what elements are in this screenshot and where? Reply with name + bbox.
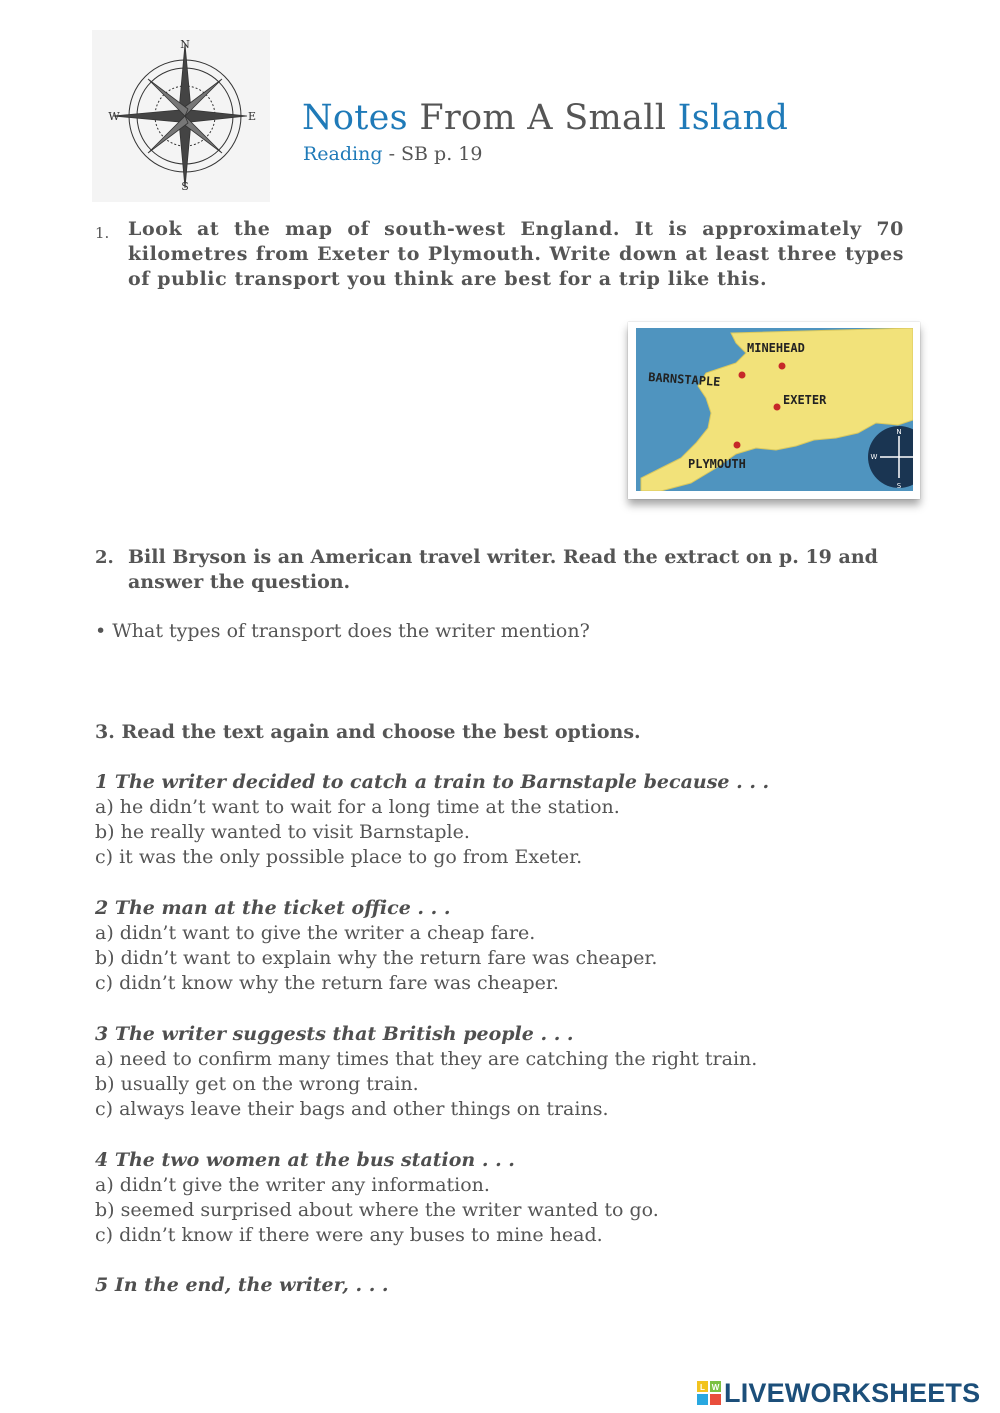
svg-text:L: L (700, 1383, 705, 1392)
item-2-option-a: a) didn’t want to give the writer a cheap fare. (95, 922, 536, 944)
item-1-option-c: c) it was the only possible place to go from Exeter. (95, 846, 583, 868)
map-label-plymouth: PLYMOUTH (688, 457, 746, 471)
map-label-exeter: EXETER (783, 393, 827, 407)
south-west-england-map (628, 322, 920, 499)
svg-text:W: W (870, 453, 878, 461)
question-2-text: Bill Bryson is an American travel writer. Read the extract on p. 19 and answer the question. (128, 546, 878, 593)
question-1-number: 1. (95, 224, 110, 242)
compass-s-label: S (181, 180, 189, 193)
compass-n-label: N (180, 38, 190, 51)
question-1-text: Look at the map of south-west England. It is approximately 70 kilometres from Exeter to Plymouth. Write down at least three types of public transport you think are best for a trip like this. (128, 218, 904, 290)
item-1-head: 1 The writer decided to catch a train to Barnstaple because . . . (95, 771, 770, 793)
question-2-number: 2. (95, 547, 114, 568)
question-2-bullet: • What types of transport does the writer mention? (95, 620, 590, 642)
item-1-option-b: b) he really wanted to visit Barnstaple. (95, 821, 470, 843)
liveworksheets-logo (697, 1378, 980, 1408)
item-2-head: 2 The man at the ticket office . . . (95, 897, 451, 919)
map-label-minehead: MINEHEAD (747, 341, 805, 355)
item-4-option-b: b) seemed surprised about where the writer wanted to go. (95, 1199, 659, 1221)
item-2-option-b: b) didn’t want to explain why the return fare was cheaper. (95, 947, 658, 969)
item-2-option-c: c) didn’t know why the return fare was cheaper. (95, 972, 559, 994)
page-title: Notes From A Small Island (302, 98, 789, 138)
item-4-option-a: a) didn’t give the writer any information. (95, 1174, 490, 1196)
page-subtitle: Reading - SB p. 19 (303, 143, 483, 165)
item-1-option-a: a) he didn’t want to wait for a long time at the station. (95, 796, 620, 818)
item-3-head: 3 The writer suggests that British people . . . (95, 1023, 574, 1045)
svg-text:W: W (711, 1383, 720, 1392)
svg-text:N: N (896, 428, 902, 436)
item-3-option-a: a) need to confirm many times that they are catching the right train. (95, 1048, 758, 1070)
liveworksheets-logo-icon (697, 1381, 721, 1405)
item-4-option-c: c) didn’t know if there were any buses to mine head. (95, 1224, 603, 1246)
item-3-option-c: c) always leave their bags and other things on trains. (95, 1098, 609, 1120)
question-3-heading: 3. Read the text again and choose the best options. (95, 721, 641, 743)
compass-w-label: W (108, 110, 120, 123)
compass-e-label: E (247, 110, 257, 123)
map-label-barnstaple: BARNSTAPLE (647, 370, 721, 390)
item-3-option-b: b) usually get on the wrong train. (95, 1073, 419, 1095)
svg-text:S: S (896, 482, 902, 490)
item-4-head: 4 The two women at the bus station . . . (95, 1149, 515, 1171)
item-5-head: 5 In the end, the writer, . . . (95, 1274, 389, 1296)
compass-rose-icon (92, 30, 270, 202)
liveworksheets-logo-text: LIVEWORKSHEETS (724, 1377, 981, 1408)
